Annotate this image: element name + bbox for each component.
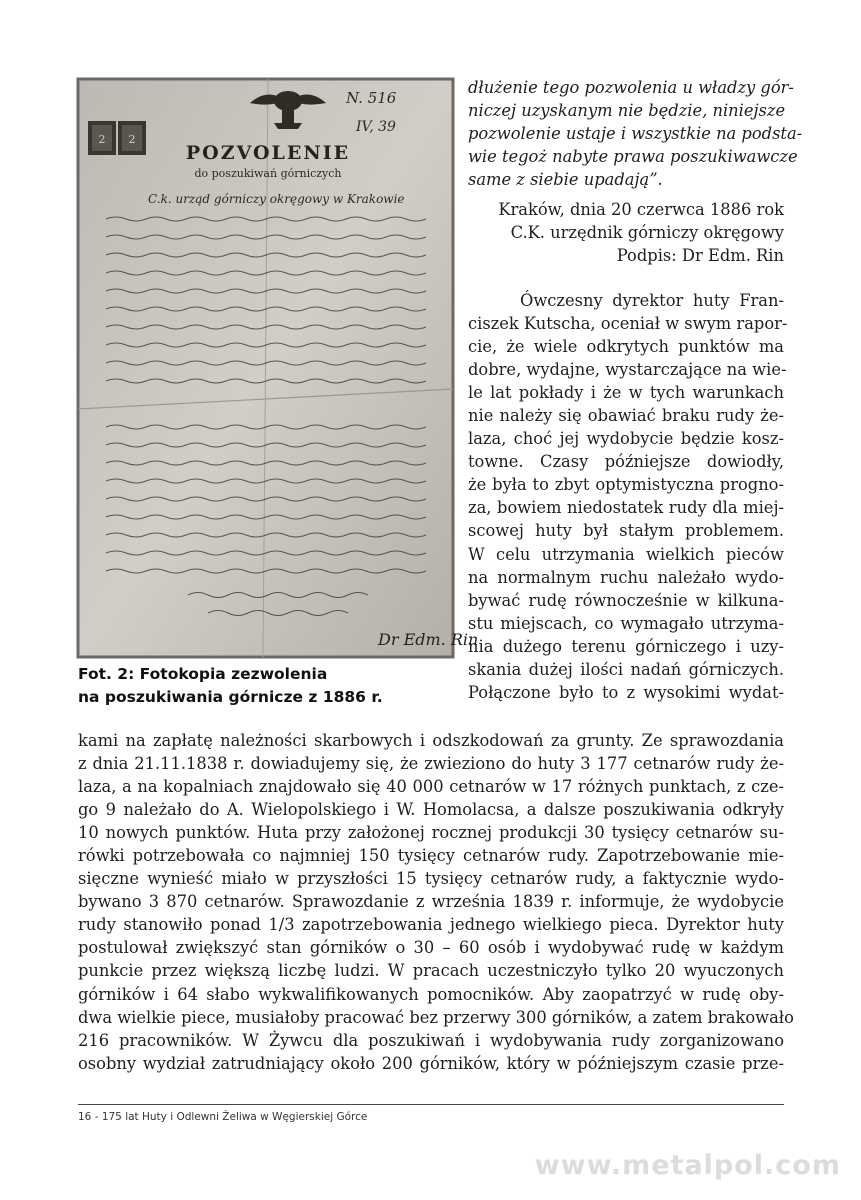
paragraph-line: laza, choć jej wydobycie będzie kosz- [468,429,784,449]
permit-office: C.k. urząd górniczy okręgowy w Krakowie [148,192,405,206]
paragraph-line: nia dużego terenu górniczego i uzy- [468,636,784,656]
permit-signature: Dr Edm. Rin [378,630,479,649]
paragraph-line: za, bowiem niedostatek rudy dla miej- [468,498,784,518]
footer-divider [78,1104,784,1105]
signature-line: Kraków, dnia 20 czerwca 1886 rok [498,200,784,219]
paragraph-line: W celu utrzymania wielkich pieców [468,544,784,564]
paragraph-line: Ówczesny dyrektor huty Fran- [520,291,784,310]
body-line: go 9 należało do A. Wielopolskiego i W. Homolacsa, a dalsze poszukiwania odkryły [78,800,784,820]
signature-block [468,198,784,267]
paragraph-line: bywać rudę równocześnie w kilkuna- [468,590,784,610]
body-text [78,729,794,1075]
permit-photo [78,79,479,657]
paragraph-line: Połączone było to z wysokimi wydat- [468,682,784,702]
paragraph-line: skania dużej ilości nadań górniczych. [468,659,784,679]
document-number-side: IV, 39 [356,119,396,135]
paragraph-line: towne. Czasy późniejsze dowiodły, [468,452,784,472]
signature-line: C.K. urzędnik górniczy okręgowy [510,223,784,243]
body-line: rówki potrzebowała co najmniej 150 tysięcy cetnarów rudy. Zapotrzebowanie mie- [78,846,784,866]
permit-subtitle: do poszukiwań górniczych [194,167,342,180]
svg-text:2: 2 [128,133,136,146]
signature-line: Podpis: Dr Edm. Rin [616,246,784,266]
paragraph-line: le lat pokłady i że w tych warunkach [468,383,784,403]
paragraph-line: na normalnym ruchu należało wydo- [468,567,784,587]
permit-title: POZVOLENIE [185,142,351,164]
body-line: z dnia 21.11.1838 r. dowiadujemy się, że zwieziono do huty 3 177 cetnarów rudy że- [78,754,784,774]
paragraph-column [468,289,788,704]
body-line: laza, a na kopalniach znajdowało się 40 000 cetnarów w 17 różnych punktach, z cze- [78,777,784,797]
quote-line: dłużenie tego pozwolenia u władzy gór- [468,78,794,97]
body-line: rudy stanowiło ponad 1/3 zapotrzebowania jednego wielkiego pieca. Dyrektor huty [78,915,784,935]
paragraph-line: nie należy się obawiać braku rudy że- [468,406,784,426]
quote-block [468,76,803,191]
paragraph-line: cie, że wiele odkrytych punktów ma [468,337,784,357]
page-footer: 16 - 175 lat Huty i Odlewni Żeliwa w Węgierskiej Górce [78,1111,368,1123]
paragraph-line: scowej huty był stałym problemem. [468,521,784,541]
body-line: punkcie przez większą liczbę ludzi. W pracach uczestniczyło tylko 20 wyuczonych [78,961,784,981]
paragraph-line: stu miejscach, co wymagało utrzyma- [468,613,784,633]
caption-line: Fot. 2: Fotokopia zezwolenia [78,665,328,683]
paragraph-line: że była to zbyt optymistyczna progno- [468,475,784,495]
body-line: osobny wydział zatrudniający około 200 górników, który w późniejszym czasie prze- [78,1053,784,1073]
body-line: sięczne wynieść miało w przyszłości 15 tysięcy cetnarów rudy, a faktycznie wydo- [78,869,784,889]
body-line: postulował zwiększyć stan górników o 30 – 60 osób i wydobywać rudę w każdym [78,938,784,958]
paragraph-line: ciszek Kutscha, oceniał w swym rapor- [468,314,788,334]
body-line: kami na zapłatę należności skarbowych i odszkodowań za grunty. Ze sprawozdania [78,731,784,750]
caption-line: na poszukiwania górnicze z 1886 r. [78,688,383,706]
watermark: www.metalpol.com [534,1150,841,1181]
body-line: dwa wielkie piece, musiałoby pracować bez przerwy 300 górników, a zatem brakowało [78,1007,794,1027]
svg-text:2: 2 [98,133,106,146]
body-line: górników i 64 słabo wykwalifikowanych pomocników. Aby zaopatrzyć w rudę oby- [78,984,784,1004]
quote-line: wie tegoż nabyte prawa poszukiwawcze [468,147,798,167]
quote-line: same z siebie upadają”. [468,170,663,190]
quote-line: pozwolenie ustaje i wszystkie na podsta- [468,124,803,144]
photo-caption [78,663,458,709]
paragraph-line: dobre, wydajne, wystarczające na wie- [468,360,787,380]
document-number-top: N. 516 [346,89,397,107]
body-line: 10 nowych punktów. Huta przy założonej rocznej produkcji 30 tysięcy cetnarów su- [78,823,784,843]
quote-line: niczej uzyskanym nie będzie, niniejsze [468,101,786,121]
body-line: 216 pracowników. W Żywcu dla poszukiwań i wydobywania rudy zorganizowano [78,1030,784,1050]
body-line: bywano 3 870 cetnarów. Sprawozdanie z września 1839 r. informuje, że wydobycie [78,892,784,912]
